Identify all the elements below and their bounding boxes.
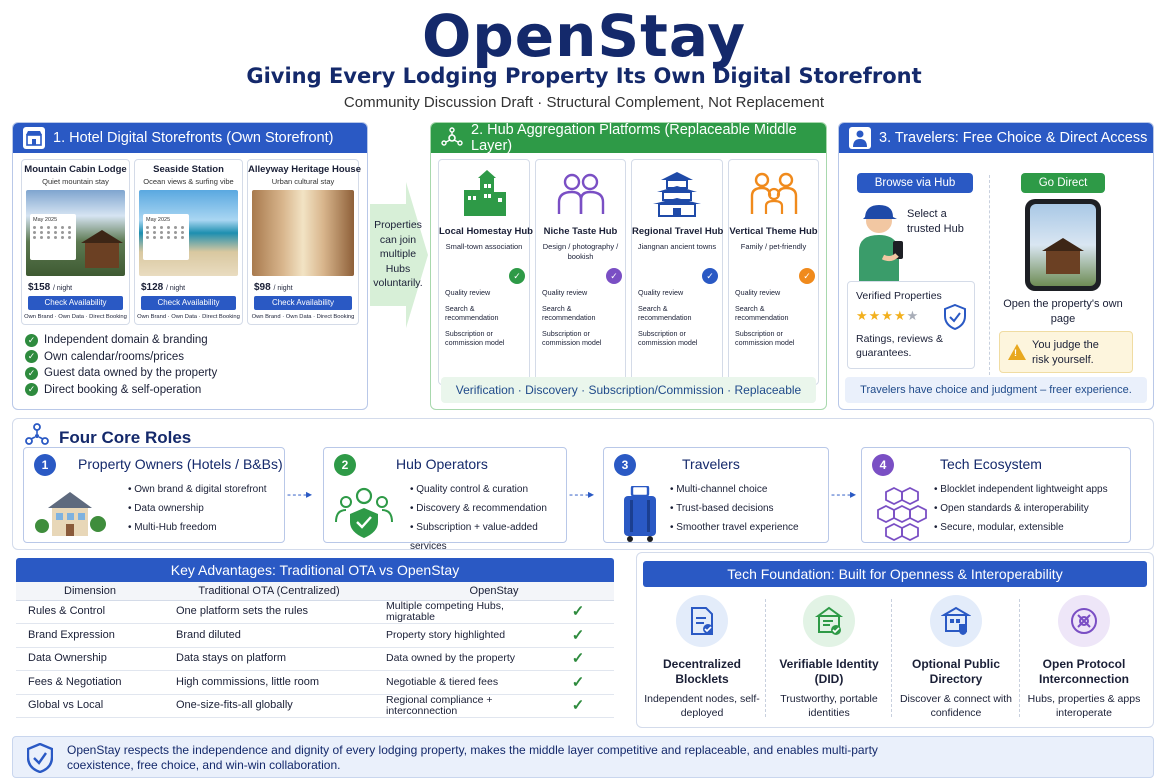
hub-card[interactable] xyxy=(631,159,723,385)
availability-calendar: May 2025 xyxy=(143,214,189,260)
go-direct-button[interactable]: Go Direct xyxy=(1021,173,1105,193)
role-card xyxy=(603,447,829,543)
storefront-card[interactable] xyxy=(21,159,130,325)
store-name: Seaside Station xyxy=(153,164,224,175)
blocklet-icon xyxy=(676,595,728,647)
role-title: Travelers xyxy=(682,456,740,472)
shield-check-icon xyxy=(944,304,966,330)
role-points: • Blocklet independent lightweight apps • Open standards & interoperability • Secure, modular, extensible xyxy=(934,480,1108,537)
alleyway-photo xyxy=(252,190,354,276)
hub-feature: Quality review xyxy=(735,288,781,297)
table-row: Fees & Negotiation High commissions, little room Negotiable & tiered fees ✓ xyxy=(16,671,614,695)
warning-text: You judge the risk yourself. xyxy=(1032,339,1099,366)
panel-header xyxy=(13,123,367,153)
arrow-caption: Properties can join multiple Hubs voluntarily. xyxy=(373,219,423,289)
select-hub-text: Select a trusted Hub xyxy=(907,208,964,235)
flow-arrow: - - - -▸ xyxy=(831,487,856,501)
checkmark-icon: ✓ xyxy=(25,367,38,380)
divider xyxy=(989,175,990,375)
hub-name: Vertical Theme Hub xyxy=(729,226,818,237)
hub-name: Regional Travel Hub xyxy=(632,226,724,237)
tech-desc: Trustworthy, portable identities xyxy=(780,693,878,719)
tech-foundation-section xyxy=(636,552,1154,728)
store-subtitle: Urban cultural stay xyxy=(271,177,335,186)
table-row: Global vs Local One-size-fits-all globally Regional compliance + interconnection ✓ xyxy=(16,694,614,718)
hub-card[interactable] xyxy=(728,159,819,385)
page-title: OpenStay xyxy=(421,2,747,70)
hub-feature: Quality review xyxy=(445,288,491,297)
checkmark-icon: ✓ xyxy=(25,350,38,363)
tech-item xyxy=(1023,595,1145,720)
hub-feature: Subscription or commission model xyxy=(445,328,505,347)
tech-name: Decentralized Blocklets xyxy=(662,657,742,686)
traveler-summary-bar: Travelers have choice and judgment – freer experience. xyxy=(845,377,1147,403)
feature-item: ✓ Guest data owned by the property xyxy=(25,365,367,382)
column-header: Traditional OTA (Centralized) xyxy=(164,582,374,600)
store-subtitle: Quiet mountain stay xyxy=(42,177,109,186)
checkmark-icon: ✓ xyxy=(25,383,38,396)
risk-warning: ! You judge the risk yourself. xyxy=(999,331,1133,373)
feature-item: ✓ Direct booking & self-operation xyxy=(25,382,367,399)
panel-header xyxy=(431,123,826,153)
role-number: 4 xyxy=(872,454,894,476)
tech-desc: Hubs, properties & apps interoperate xyxy=(1027,693,1141,719)
role-number: 3 xyxy=(614,454,636,476)
role-number: 1 xyxy=(34,454,56,476)
tech-desc: Discover & connect with confidence xyxy=(899,693,1013,719)
hub-feature: Search & recommendation xyxy=(638,303,692,322)
role-points: • Own brand & digital storefront • Data ownership • Multi-Hub freedom xyxy=(128,480,267,537)
pagoda-icon xyxy=(651,168,703,220)
people-group-icon xyxy=(555,168,607,220)
store-subtitle: Ocean views & surfing vibe xyxy=(143,177,234,186)
tech-desc: Independent nodes, self-deployed xyxy=(644,693,760,719)
storefront-card[interactable] xyxy=(134,159,243,325)
house-icon xyxy=(34,486,106,538)
tech-item xyxy=(768,595,890,720)
flow-arrow: - - - -▸ xyxy=(287,487,312,501)
warning-icon xyxy=(1008,344,1026,360)
verified-badge-icon: ✓ xyxy=(799,268,815,284)
check-availability-button[interactable]: Check Availability xyxy=(254,296,352,310)
role-card xyxy=(861,447,1131,543)
role-card xyxy=(323,447,567,552)
feature-item: ✓ Independent domain & branding xyxy=(25,332,367,349)
network-hub-icon xyxy=(441,127,463,149)
column-header: Dimension xyxy=(16,582,164,600)
protocol-icon xyxy=(1058,595,1110,647)
identity-card-icon xyxy=(803,595,855,647)
column-header: OpenStay xyxy=(374,582,614,600)
advantages-title: Key Advantages: Traditional OTA vs OpenStay xyxy=(16,558,614,582)
team-shield-icon xyxy=(334,486,406,538)
role-points: • Multi-channel choice • Trust-based decisions • Smoother travel experience xyxy=(670,480,799,537)
shield-check-icon xyxy=(27,743,53,773)
hub-feature: Quality review xyxy=(638,288,684,297)
hub-description: Jiangnan ancient towns xyxy=(637,242,717,251)
table-header-row xyxy=(16,582,614,600)
roles-title: Four Core Roles xyxy=(59,427,192,447)
verified-title: Verified Properties xyxy=(856,290,942,302)
role-title: Hub Operators xyxy=(396,456,488,472)
tech-name: Verifiable Identity (DID) xyxy=(779,657,879,686)
storefront-icon xyxy=(23,127,45,149)
hub-feature: Search & recommendation xyxy=(542,303,596,322)
tech-name: Optional Public Directory xyxy=(911,657,1000,686)
checkmark-icon: ✓ xyxy=(542,647,614,671)
hub-feature: Quality review xyxy=(542,288,588,297)
panel-header xyxy=(839,123,1153,153)
store-price: $128 / night xyxy=(141,282,186,293)
tech-item xyxy=(641,595,763,720)
hub-card[interactable] xyxy=(535,159,626,385)
table-row: Brand Expression Brand diluted Property story highlighted ✓ xyxy=(16,624,614,648)
checkmark-icon: ✓ xyxy=(25,334,38,347)
role-card xyxy=(23,447,285,543)
store-footer: Own Brand · Own Data · Direct Booking xyxy=(251,314,355,320)
checkmark-icon: ✓ xyxy=(542,624,614,648)
hub-name: Niche Taste Hub xyxy=(543,226,618,237)
advantages-table-section xyxy=(16,558,614,722)
divider xyxy=(765,599,766,717)
feature-item: ✓ Own calendar/rooms/prices xyxy=(25,349,367,366)
family-icon xyxy=(748,168,800,220)
tech-title: Tech Foundation: Built for Openness & Interoperability xyxy=(643,561,1147,587)
divider xyxy=(891,599,892,717)
hub-name: Local Homestay Hub xyxy=(439,226,533,237)
phone-property-page-icon xyxy=(1025,199,1101,291)
seaside-photo xyxy=(139,190,238,276)
hub-feature: Subscription or commission model xyxy=(638,328,698,347)
hub-description: Small-town association xyxy=(445,242,523,251)
panel-title: 1. Hotel Digital Storefronts (Own Storefront) xyxy=(53,130,334,146)
verified-badge-icon: ✓ xyxy=(606,268,622,284)
role-title: Tech Ecosystem xyxy=(940,456,1042,472)
verified-properties-card xyxy=(847,281,975,369)
hub-feature: Subscription or commission model xyxy=(735,328,795,347)
checkmark-icon: ✓ xyxy=(542,600,614,624)
townhouse-icon xyxy=(458,168,510,220)
traveler-with-phone-icon xyxy=(853,203,913,289)
page-subtitle: Giving Every Lodging Property Its Own Digital Storefront xyxy=(246,64,922,88)
footer-banner xyxy=(12,736,1154,778)
tech-item xyxy=(895,595,1017,720)
join-hubs-arrow xyxy=(370,182,428,328)
star-rating: ★★★★★ xyxy=(856,308,920,323)
checkmark-icon: ✓ xyxy=(542,694,614,718)
hub-description: Family / pet-friendly xyxy=(740,242,807,251)
mountain-cabin-photo xyxy=(26,190,125,276)
store-name: Mountain Cabin Lodge xyxy=(24,164,127,175)
hub-feature: Search & recommendation xyxy=(735,303,789,322)
store-footer: Own Brand · Own Data · Direct Booking xyxy=(137,314,240,320)
hub-feature: Subscription or commission model xyxy=(542,328,602,347)
panel-title: 3. Travelers: Free Choice & Direct Access xyxy=(879,130,1148,146)
comparison-table xyxy=(16,582,614,718)
hub-platforms-panel xyxy=(430,122,827,410)
panel-title: 2. Hub Aggregation Platforms (Replaceable Middle Layer) xyxy=(471,122,797,154)
table-row: Rules & Control One platform sets the rules Multiple competing Hubs, migratable ✓ xyxy=(16,600,614,624)
hotel-storefronts-panel xyxy=(12,122,368,410)
traveler-icon xyxy=(849,127,871,149)
travelers-panel xyxy=(838,122,1154,410)
store-name: Alleyway Heritage House xyxy=(248,164,361,175)
store-price: $98 / night xyxy=(254,282,293,293)
flow-arrow: - - - -▸ xyxy=(569,487,594,501)
role-points: • Quality control & curation • Discovery & recommendation • Subscription + value-added services xyxy=(410,480,566,556)
store-footer: Own Brand · Own Data · Direct Booking xyxy=(24,314,127,320)
verified-badge-icon: ✓ xyxy=(702,268,718,284)
table-row: Data Ownership Data stays on platform Data owned by the property ✓ xyxy=(16,647,614,671)
storefront-card[interactable] xyxy=(247,159,359,325)
tech-name: Open Protocol Interconnection xyxy=(1038,657,1129,686)
check-availability-button[interactable]: Check Availability xyxy=(28,296,123,310)
storefront-features xyxy=(13,325,367,398)
cabin-illustration xyxy=(85,242,119,268)
availability-calendar: May 2025 xyxy=(30,214,76,260)
footer-text: OpenStay respects the independence and dignity of every lodging property, makes the middle layer competitive and replaceable, and enables multi-party coexistence, free choice, and win-win collaboration. xyxy=(67,743,878,772)
direct-page-text: Open the property's own page xyxy=(1003,298,1123,325)
browse-via-hub-button[interactable]: Browse via Hub xyxy=(857,173,973,193)
role-number: 2 xyxy=(334,454,356,476)
directory-icon xyxy=(930,595,982,647)
verified-description: Ratings, reviews & guarantees. xyxy=(856,333,943,359)
divider xyxy=(1019,599,1020,717)
store-price: $158 / night xyxy=(28,282,73,293)
hub-summary-bar: Verification · Discovery · Subscription/Commission · Replaceable xyxy=(441,377,816,403)
verified-badge-icon: ✓ xyxy=(509,268,525,284)
page-tagline: Community Discussion Draft · Structural Complement, Not Replacement xyxy=(343,94,825,111)
core-roles-section xyxy=(12,418,1154,550)
role-title: Property Owners (Hotels / B&Bs) xyxy=(78,456,283,472)
hub-feature: Search & recommendation xyxy=(445,303,499,322)
check-availability-button[interactable]: Check Availability xyxy=(141,296,236,310)
hub-card[interactable] xyxy=(438,159,533,385)
checkmark-icon: ✓ xyxy=(542,671,614,695)
hub-description: Design / photography / bookish xyxy=(542,242,619,261)
